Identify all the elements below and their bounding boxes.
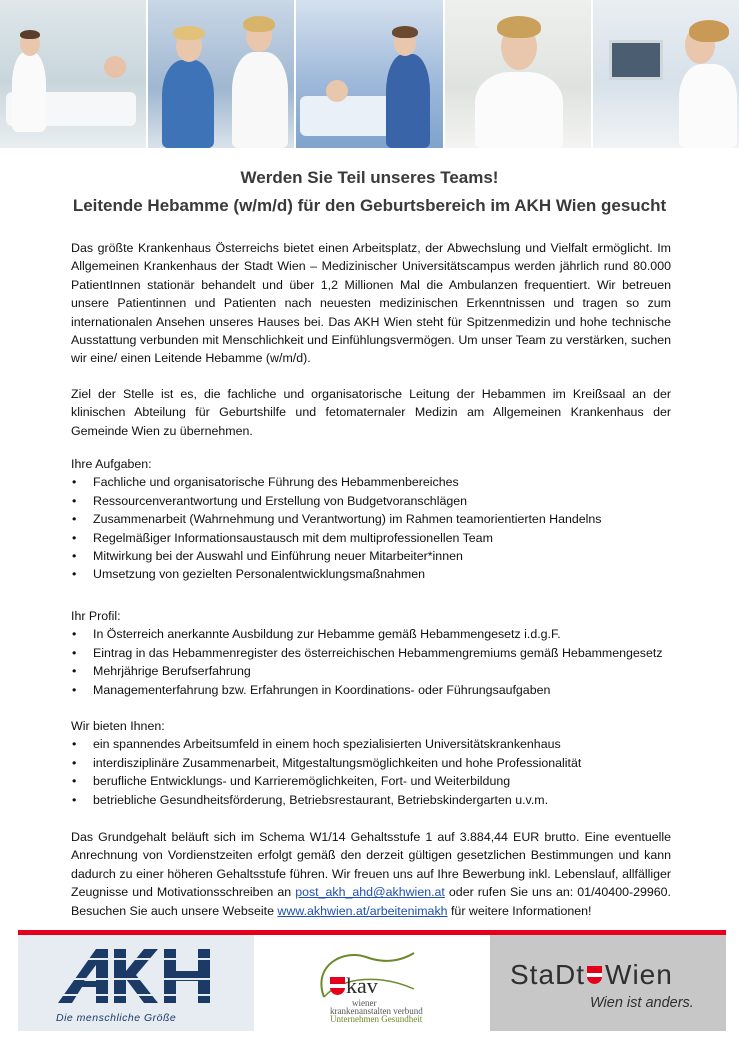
task-text: Regelmäßiger Informationsaustausch mit dem multiprofessionellen Team [93, 530, 493, 545]
offer-list [71, 735, 671, 809]
profile-text: Eintrag in das Hebammenregister des österreichischen Hebammengremiums gemäß Hebammengesetz [93, 645, 663, 660]
kav-line-3: Unternehmen Gesundheit [330, 1014, 423, 1024]
bullet-icon: • [72, 682, 77, 697]
list-item [71, 735, 671, 753]
stadt-wien-logo [490, 935, 726, 1031]
closing-text-3: für weitere Informationen! [447, 903, 592, 918]
offer-section [71, 717, 671, 809]
vienna-flag-icon [330, 977, 345, 995]
list-item [71, 644, 671, 662]
bullet-icon: • [72, 512, 77, 527]
offer-text: interdisziplinäre Zusammenarbeit, Mitgestaltungsmöglichkeiten und hohe Professionalität [93, 755, 582, 770]
bullet-icon: • [72, 792, 77, 807]
headline-line-2: Leitende Hebamme (w/m/d) für den Geburtsbereich im AKH Wien gesucht [72, 196, 667, 215]
bullet-icon: • [72, 664, 77, 679]
bullet-icon: • [72, 567, 77, 582]
bullet-icon: • [72, 737, 77, 752]
bullet-icon: • [72, 549, 77, 564]
doctor-with-patient-in-bed-photo [0, 0, 148, 148]
list-item [71, 492, 671, 510]
closing-text-2: oder rufen Sie uns an: 01/40400-29960. Besuchen Sie auch unsere Webseite [71, 885, 671, 918]
list-item [71, 510, 671, 528]
kav-wordmark: kav [346, 973, 378, 998]
akh-logo-graphic [18, 935, 254, 1015]
task-text: Umsetzung von gezielten Personalentwicklungsmaßnahmen [93, 567, 425, 582]
intro-paragraph: Das größte Krankenhaus Österreichs bietet einen Arbeitsplatz, der Abwechslung und Vielfalt ermöglicht. Im Allgemeinen Krankenhaus der Stadt Wien – Medizinischer Universitätscampus werden jährlich rund 80.000 PatientInnen stationär behandelt und über 1,2 Millionen Mal die Ambulanzen frequentiert. Wir betreuen unsere Patientinnen und Patienten nach neuesten medizinischen Erkenntnissen und tragen so zum internationalen Ansehen unseres Hauses bei. Das AKH Wien steht für Spitzenmedizin und hohe technische Ausstattung verbunden mit Menschlichkeit und Einfühlungsvermögen. Um unser Team zu verstärken, suchen wir eine/ einen Leitende Hebamme (w/m/d). [71, 241, 671, 366]
kav-line-2: krankenanstalten verbund [330, 1006, 423, 1016]
list-item [71, 772, 671, 790]
list-item [71, 662, 671, 680]
profile-text: Managementerfahrung bzw. Erfahrungen in Koordinations- oder Führungsaufgaben [93, 682, 551, 697]
list-item [71, 791, 671, 809]
intro-section [71, 239, 671, 368]
offer-heading: Wir bieten Ihnen: [71, 719, 165, 733]
profile-text: In Österreich anerkannte Ausbildung zur Hebamme gemäß Hebammengesetz i.d.g.F. [93, 627, 561, 642]
list-item [71, 547, 671, 565]
task-text: Mitwirkung bei der Auswahl und Einführung neuer Mitarbeiter*innen [93, 549, 463, 564]
list-item [71, 625, 671, 643]
profile-heading: Ihr Profil: [71, 609, 121, 623]
bullet-icon: • [72, 645, 77, 660]
list-item [71, 529, 671, 547]
akh-tagline: Die menschliche Größe [56, 1012, 177, 1024]
list-item [71, 681, 671, 699]
footer-logo-bar [18, 935, 726, 1031]
akh-logo [18, 935, 254, 1031]
smiling-nurse-photo [445, 0, 593, 148]
bullet-icon: • [72, 774, 77, 789]
email-link[interactable]: post_akh_ahd@akhwien.at [295, 885, 445, 900]
profile-text: Mehrjährige Berufserfahrung [93, 664, 251, 679]
profile-section [71, 607, 671, 699]
two-nurses-photo [148, 0, 296, 148]
goal-section [71, 385, 671, 440]
nurse-with-patient-photo [296, 0, 444, 148]
closing-paragraph [71, 828, 671, 920]
bullet-icon: • [72, 627, 77, 642]
kav-logo [254, 935, 490, 1031]
tasks-list [71, 473, 671, 583]
tasks-section [71, 455, 671, 584]
website-link[interactable]: www.akhwien.at/arbeitenimakh [277, 903, 448, 918]
bullet-icon: • [72, 530, 77, 545]
offer-text: berufliche Entwicklungs- und Karrieremöglichkeiten, Fort- und Weiterbildung [93, 774, 511, 789]
offer-text: betriebliche Gesundheitsförderung, Betriebsrestaurant, Betriebskindergarten u.v.m. [93, 792, 549, 807]
vienna-flag-icon [585, 966, 605, 988]
header-photo-strip [0, 0, 739, 148]
tasks-heading: Ihre Aufgaben: [71, 457, 152, 471]
headline-line-1: Werden Sie Teil unseres Teams! [240, 168, 499, 187]
offer-text: ein spannendes Arbeitsumfeld in einem hoch spezialisierten Universitätskrankenhaus [93, 737, 561, 752]
kav-line-1: wiener [352, 998, 377, 1008]
task-text: Ressourcenverantwortung und Erstellung von Budgetvoranschlägen [93, 493, 468, 508]
stadt-wien-wordmark [510, 959, 673, 991]
nurse-at-monitor-photo [593, 0, 739, 148]
task-text: Fachliche und organisatorische Führung des Hebammenbereiches [93, 475, 459, 490]
stadt-wien-slogan: Wien ist anders. [590, 995, 694, 1011]
list-item [71, 565, 671, 583]
bullet-icon: • [72, 755, 77, 770]
bullet-icon: • [72, 475, 77, 490]
bullet-icon: • [72, 493, 77, 508]
list-item [71, 754, 671, 772]
stadt-wien-name-left: StaDt [510, 959, 586, 990]
task-text: Zusammenarbeit (Wahrnehmung und Verantwortung) im Rahmen teamorientierten Handelns [93, 512, 602, 527]
closing-text-1: Das Grundgehalt beläuft sich im Schema W1/14 Gehaltsstufe 1 auf 3.884,44 EUR brutto. Eine eventuelle Anrechnung von Vordienstzeiten erfolgt gemäß den derzeit gültigen gesetzlichen Bestimmungen und kann dadurch zu einer höheren Gehaltsstufe führen. Wir freuen uns auf Ihre Bewerbung inkl. Lebenslauf, allfälliger Zeugnisse und Motivationsschreiben an [71, 830, 671, 900]
stadt-wien-name-right: Wien [605, 959, 673, 990]
list-item [71, 473, 671, 491]
goal-paragraph: Ziel der Stelle ist es, die fachliche und organisatorische Leitung der Hebammen im Kreißsaal an der klinischen Abteilung für Geburtshilfe und fetomaternaler Medizin am Allgemeinen Krankenhaus der Gemeinde Wien zu übernehmen. [71, 387, 671, 438]
profile-list [71, 625, 671, 699]
closing-section [71, 828, 671, 920]
